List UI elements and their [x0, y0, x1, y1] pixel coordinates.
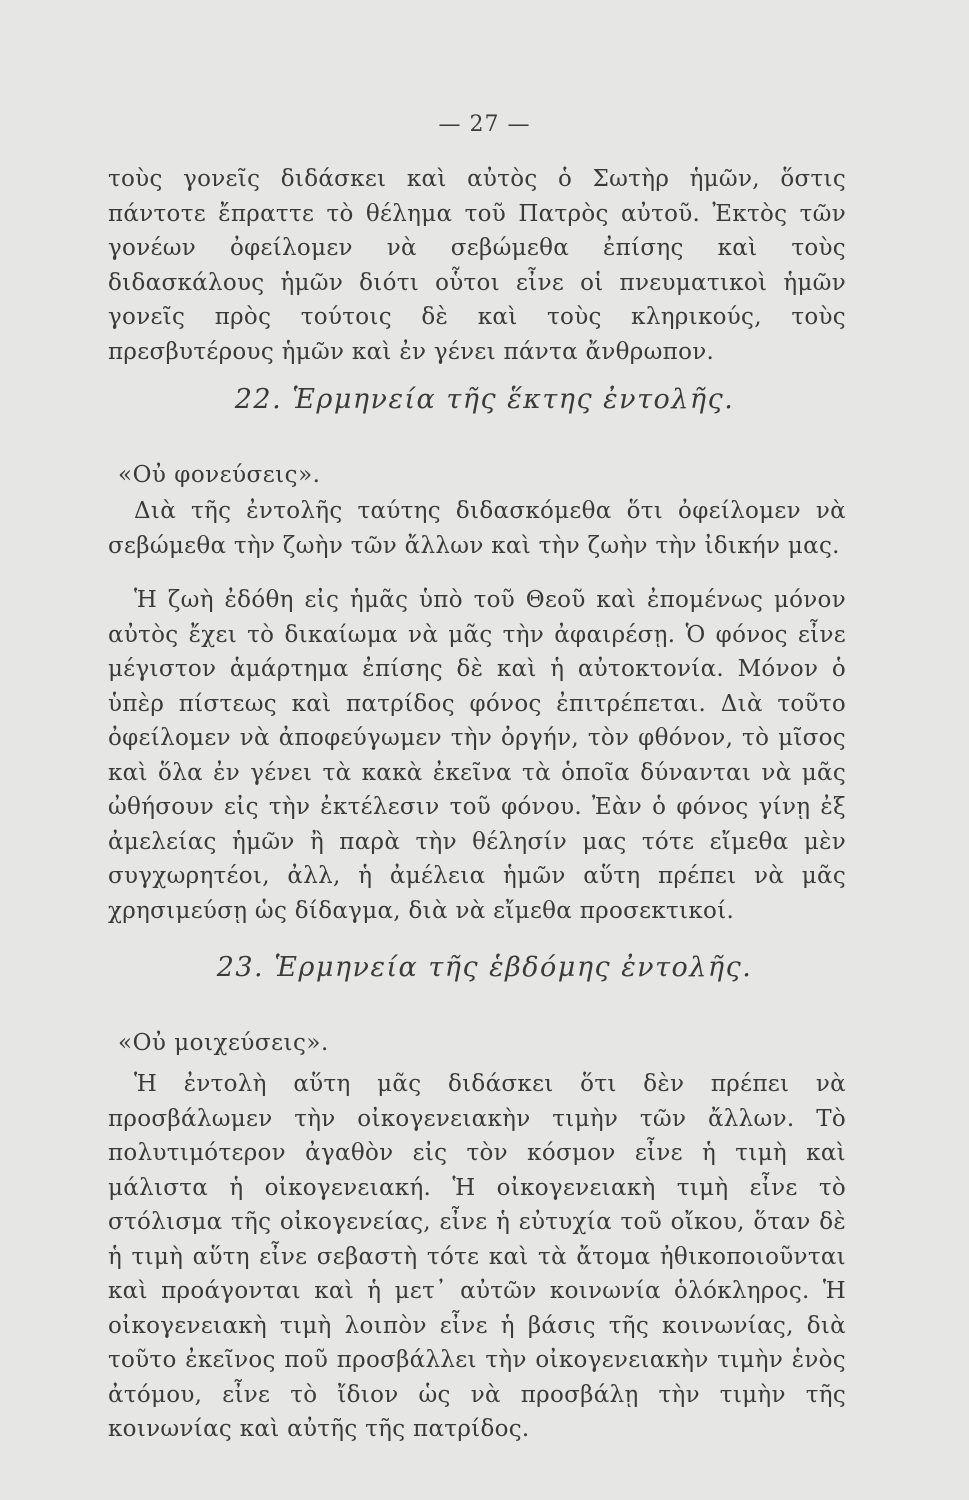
section-22-paragraph-2-block	[108, 583, 846, 928]
section-23-paragraph-1-block	[108, 1067, 846, 1447]
intro-paragraph: τοὺς γονεῖς διδάσκει καὶ αὐτὸς ὁ Σωτὴρ ἡμῶν, ὅστις πάντοτε ἔπραττε τὸ θέλημα τοῦ Πατρὸς αὐτοῦ. Ἐκτὸς τῶν γονέων ὀφείλομεν νὰ σεβώμεθα ἐπίσης καὶ τοὺς διδασκάλους ἡμῶν διότι οὗτοι εἶνε οἱ πνευματικοὶ ἡμῶν γονεῖς πρὸς τούτοις δὲ καὶ τοὺς κληρικούς, τοὺς πρεσβυτέρους ἡμῶν καὶ ἐν γένει πάντα ἄνθρωπον.	[108, 166, 846, 365]
intro-paragraph-block	[108, 162, 846, 369]
section-22-paragraph-2: Ἡ ζωὴ ἐδόθη εἰς ἡμᾶς ὑπὸ τοῦ Θεοῦ καὶ ἐπομένως μόνον αὐτὸς ἔχει τὸ δικαίωμα νὰ μᾶς τὴν ἀφαιρέσῃ. Ὁ φόνος εἶνε μέγιστον ἁμάρτημα ἐπίσης δὲ καὶ ἡ αὐτοκτονία. Μόνον ὁ ὑπὲρ πίστεως καὶ πατρίδος φόνος ἐπιτρέπεται. Διὰ τοῦτο ὀφείλομεν νὰ ἀποφεύγωμεν τὴν ὀργήν, τὸν φθόνον, τὸ μῖσος καὶ ὅλα ἐν γένει τὰ κακὰ ἐκεῖνα τὰ ὁποῖα δύνανται νὰ μᾶς ὠθήσουν εἰς τὴν ἐκτέλεσιν τοῦ φόνου. Ἐὰν ὁ φόνος γίνῃ ἐξ ἀμελείας ἡμῶν ἢ παρὰ τὴν θέλησίν μας τότε εἴμεθα μὲν συγχωρητέοι, ἀλλ, ἡ ἀμέλεια ἡμῶν αὕτη πρέπει νὰ μᾶς χρησιμεύσῃ ὡς δίδαγμα, διὰ νὰ εἴμεθα προσεκτικοί.	[108, 587, 846, 924]
section-23-quote: «Οὐ μοιχεύσεις».	[118, 1030, 329, 1056]
section-22-heading: 22. Ἑρμηνεία τῆς ἕκτης ἐντολῆς.	[234, 384, 735, 415]
page-number: — 27 —	[438, 112, 531, 137]
section-23-paragraph-1: Ἡ ἐντολὴ αὕτη μᾶς διδάσκει ὅτι δὲν πρέπει νὰ προσβάλωμεν τὴν οἰκογενειακὴν τιμὴν τῶν ἄλλων. Τὸ πολυτιμότερον ἀγαθὸν εἰς τὸν κόσμον εἶνε ἡ τιμὴ καὶ μάλιστα ἡ οἰκογενειακή. Ἡ οἰκογενειακὴ τιμὴ εἶνε τὸ στόλισμα τῆς οἰκογενείας, εἶνε ἡ εὐτυχία τοῦ οἴκου, ὅταν δὲ ἡ τιμὴ αὕτη εἶνε σεβαστὴ τότε καὶ τὰ ἄτομα ἠθικοποιοῦνται καὶ προάγονται καὶ ἡ μετ᾽ αὐτῶν κοινωνία ὁλόκληρος. Ἡ οἰκογενειακὴ τιμὴ λοιπὸν εἶνε ἡ βάσις τῆς κοινωνίας, διὰ τοῦτο ἐκεῖνος ποῦ προσβάλλει τὴν οἰκογενειακὴν τιμὴν ἑνὸς ἀτόμου, εἶνε τὸ ἴδιον ὡς νὰ προσβάλῃ τὴν τιμὴν τῆς κοινωνίας καὶ αὐτῆς τῆς πατρίδος.	[108, 1071, 846, 1442]
section-22-paragraph-1: Διὰ τῆς ἐντολῆς ταύτης διδασκόμεθα ὅτι ὀφείλομεν νὰ σεβώμεθα τὴν ζωὴν τῶν ἄλλων καὶ τὴν ζωὴν τὴν ἰδικήν μας.	[108, 498, 846, 559]
section-22-quote: «Οὐ φονεύσεις».	[118, 462, 321, 488]
section-22-paragraph-1-block	[108, 494, 846, 563]
section-23-heading: 23. Ἑρμηνεία τῆς ἑβδόμης ἐντολῆς.	[216, 952, 753, 983]
